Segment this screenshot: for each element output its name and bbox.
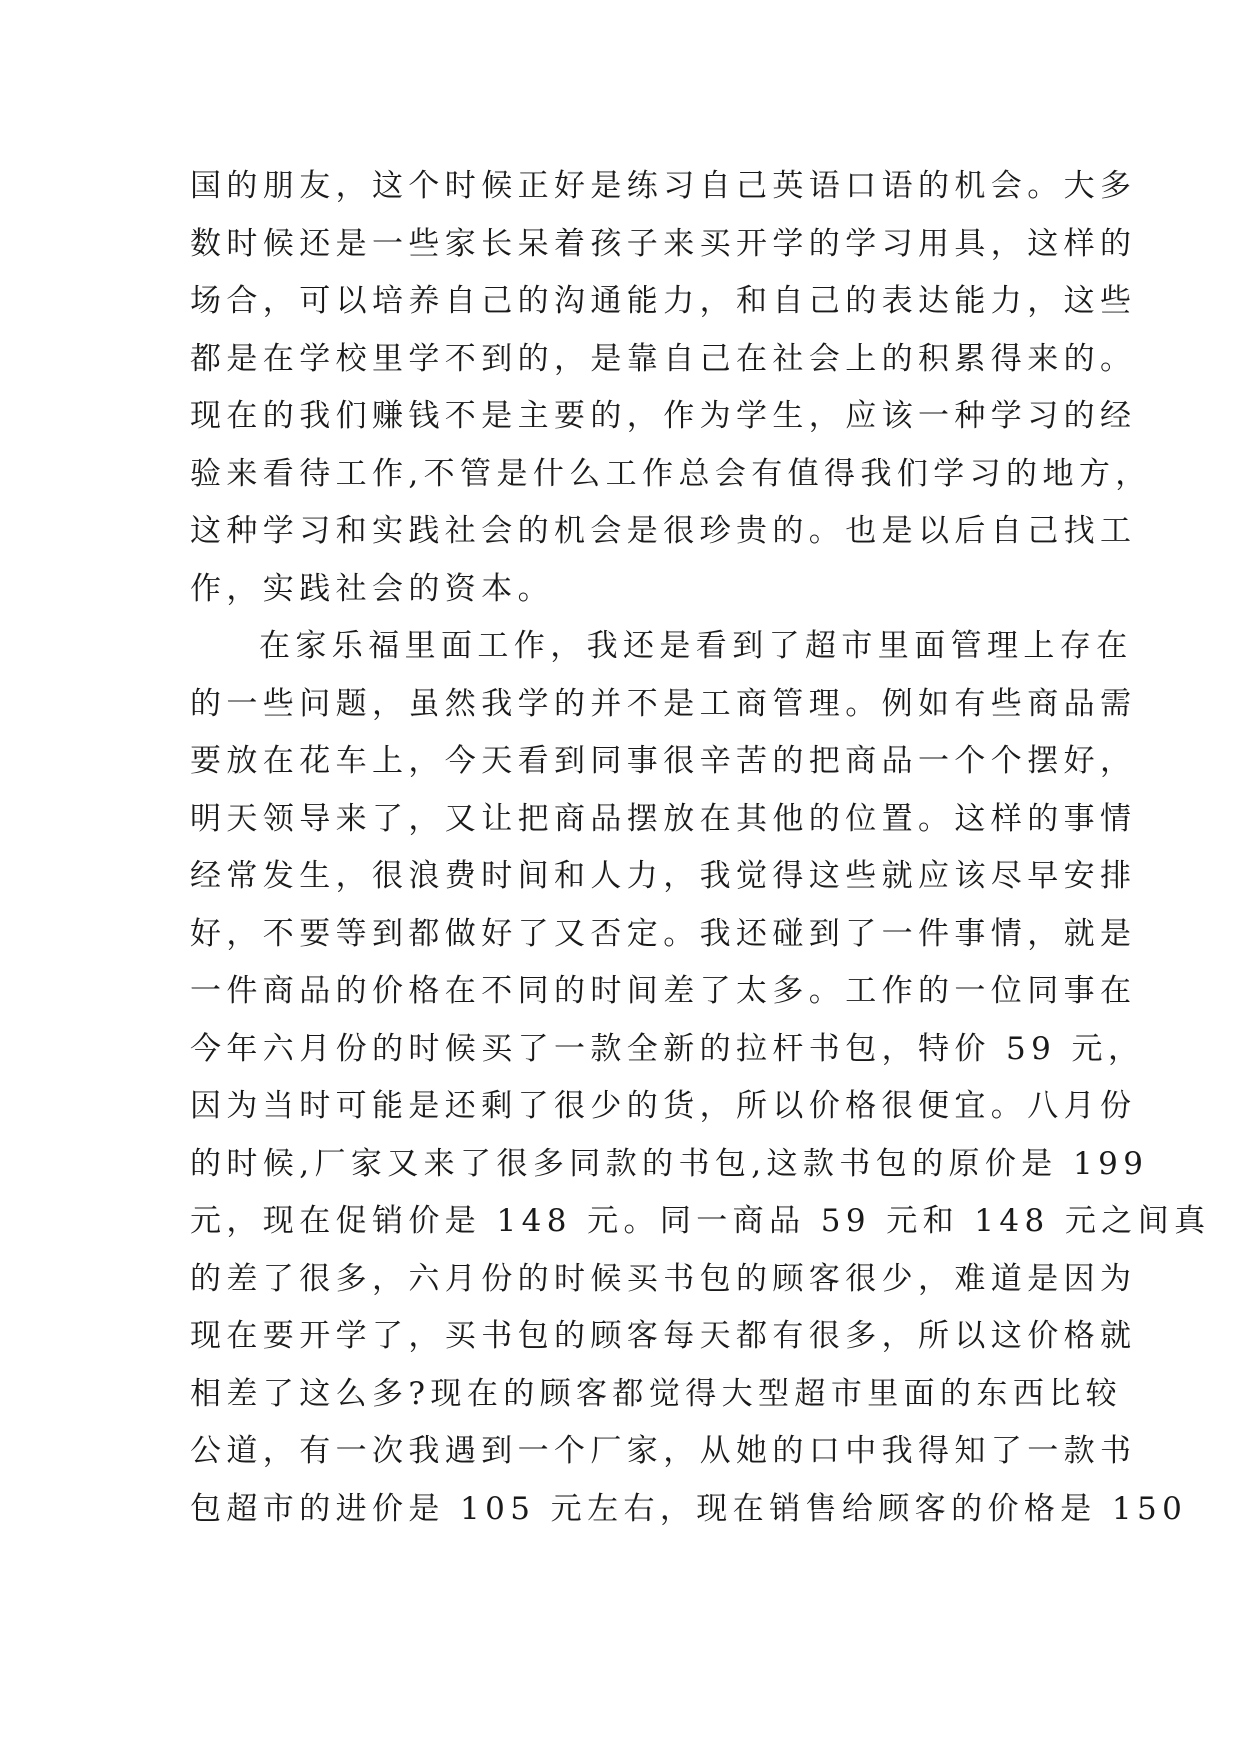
text-line: 包超市的进价是 105 元左右，现在销售给顾客的价格是 150 bbox=[190, 1490, 1188, 1527]
text-line: 因为当时可能是还剩了很少的货，所以价格很便宜。八月份 bbox=[190, 1088, 1137, 1124]
text-line: 的差了很多，六月份的时候买书包的顾客很少，难道是因为 bbox=[190, 1260, 1137, 1297]
text-line: 经常发生，很浪费时间和人力，我觉得这些就应该尽早安排 bbox=[190, 858, 1137, 894]
text-line: 明天领导来了，又让把商品摆放在其他的位置。这样的事情 bbox=[190, 800, 1137, 837]
text-line: 验来看待工作,不管是什么工作总会有值得我们学习的地方， bbox=[190, 455, 1152, 492]
text-line: 都是在学校里学不到的，是靠自己在社会上的积累得来的。 bbox=[190, 340, 1137, 377]
body-text bbox=[190, 158, 1211, 1538]
text-line: 一件商品的价格在不同的时间差了太多。工作的一位同事在 bbox=[190, 973, 1137, 1009]
text-line: 相差了这么多?现在的顾客都觉得大型超市里面的东西比较 bbox=[190, 1375, 1123, 1412]
text-line: 元，现在促销价是 148 元。同一商品 59 元和 148 元之间真 bbox=[190, 1203, 1211, 1239]
text-line: 要放在花车上，今天看到同事很辛苦的把商品一个个摆好， bbox=[190, 743, 1137, 779]
text-line: 的时候,厂家又来了很多同款的书包,这款书包的原价是 199 bbox=[190, 1145, 1149, 1182]
text-line: 现在的我们赚钱不是主要的，作为学生，应该一种学习的经 bbox=[190, 398, 1137, 434]
text-line: 数时候还是一些家长呆着孩子来买开学的学习用具，这样的 bbox=[190, 225, 1137, 262]
text-line: 这种学习和实践社会的机会是很珍贵的。也是以后自己找工 bbox=[190, 513, 1137, 549]
text-line: 好，不要等到都做好了又否定。我还碰到了一件事情，就是 bbox=[190, 915, 1137, 952]
text-line: 国的朋友，这个时候正好是练习自己英语口语的机会。大多 bbox=[190, 168, 1137, 204]
paragraph-start-line: 在家乐福里面工作，我还是看到了超市里面管理上存在 bbox=[259, 628, 1133, 664]
text-line: 作，实践社会的资本。 bbox=[190, 570, 554, 607]
text-line: 场合，可以培养自己的沟通能力，和自己的表达能力，这些 bbox=[190, 283, 1137, 319]
text-line: 现在要开学了，买书包的顾客每天都有很多，所以这价格就 bbox=[190, 1318, 1137, 1354]
text-line: 公道，有一次我遇到一个厂家，从她的口中我得知了一款书 bbox=[190, 1433, 1137, 1469]
text-line: 今年六月份的时候买了一款全新的拉杆书包，特价 59 元， bbox=[190, 1030, 1145, 1067]
text-line: 的一些问题，虽然我学的并不是工商管理。例如有些商品需 bbox=[190, 685, 1137, 722]
